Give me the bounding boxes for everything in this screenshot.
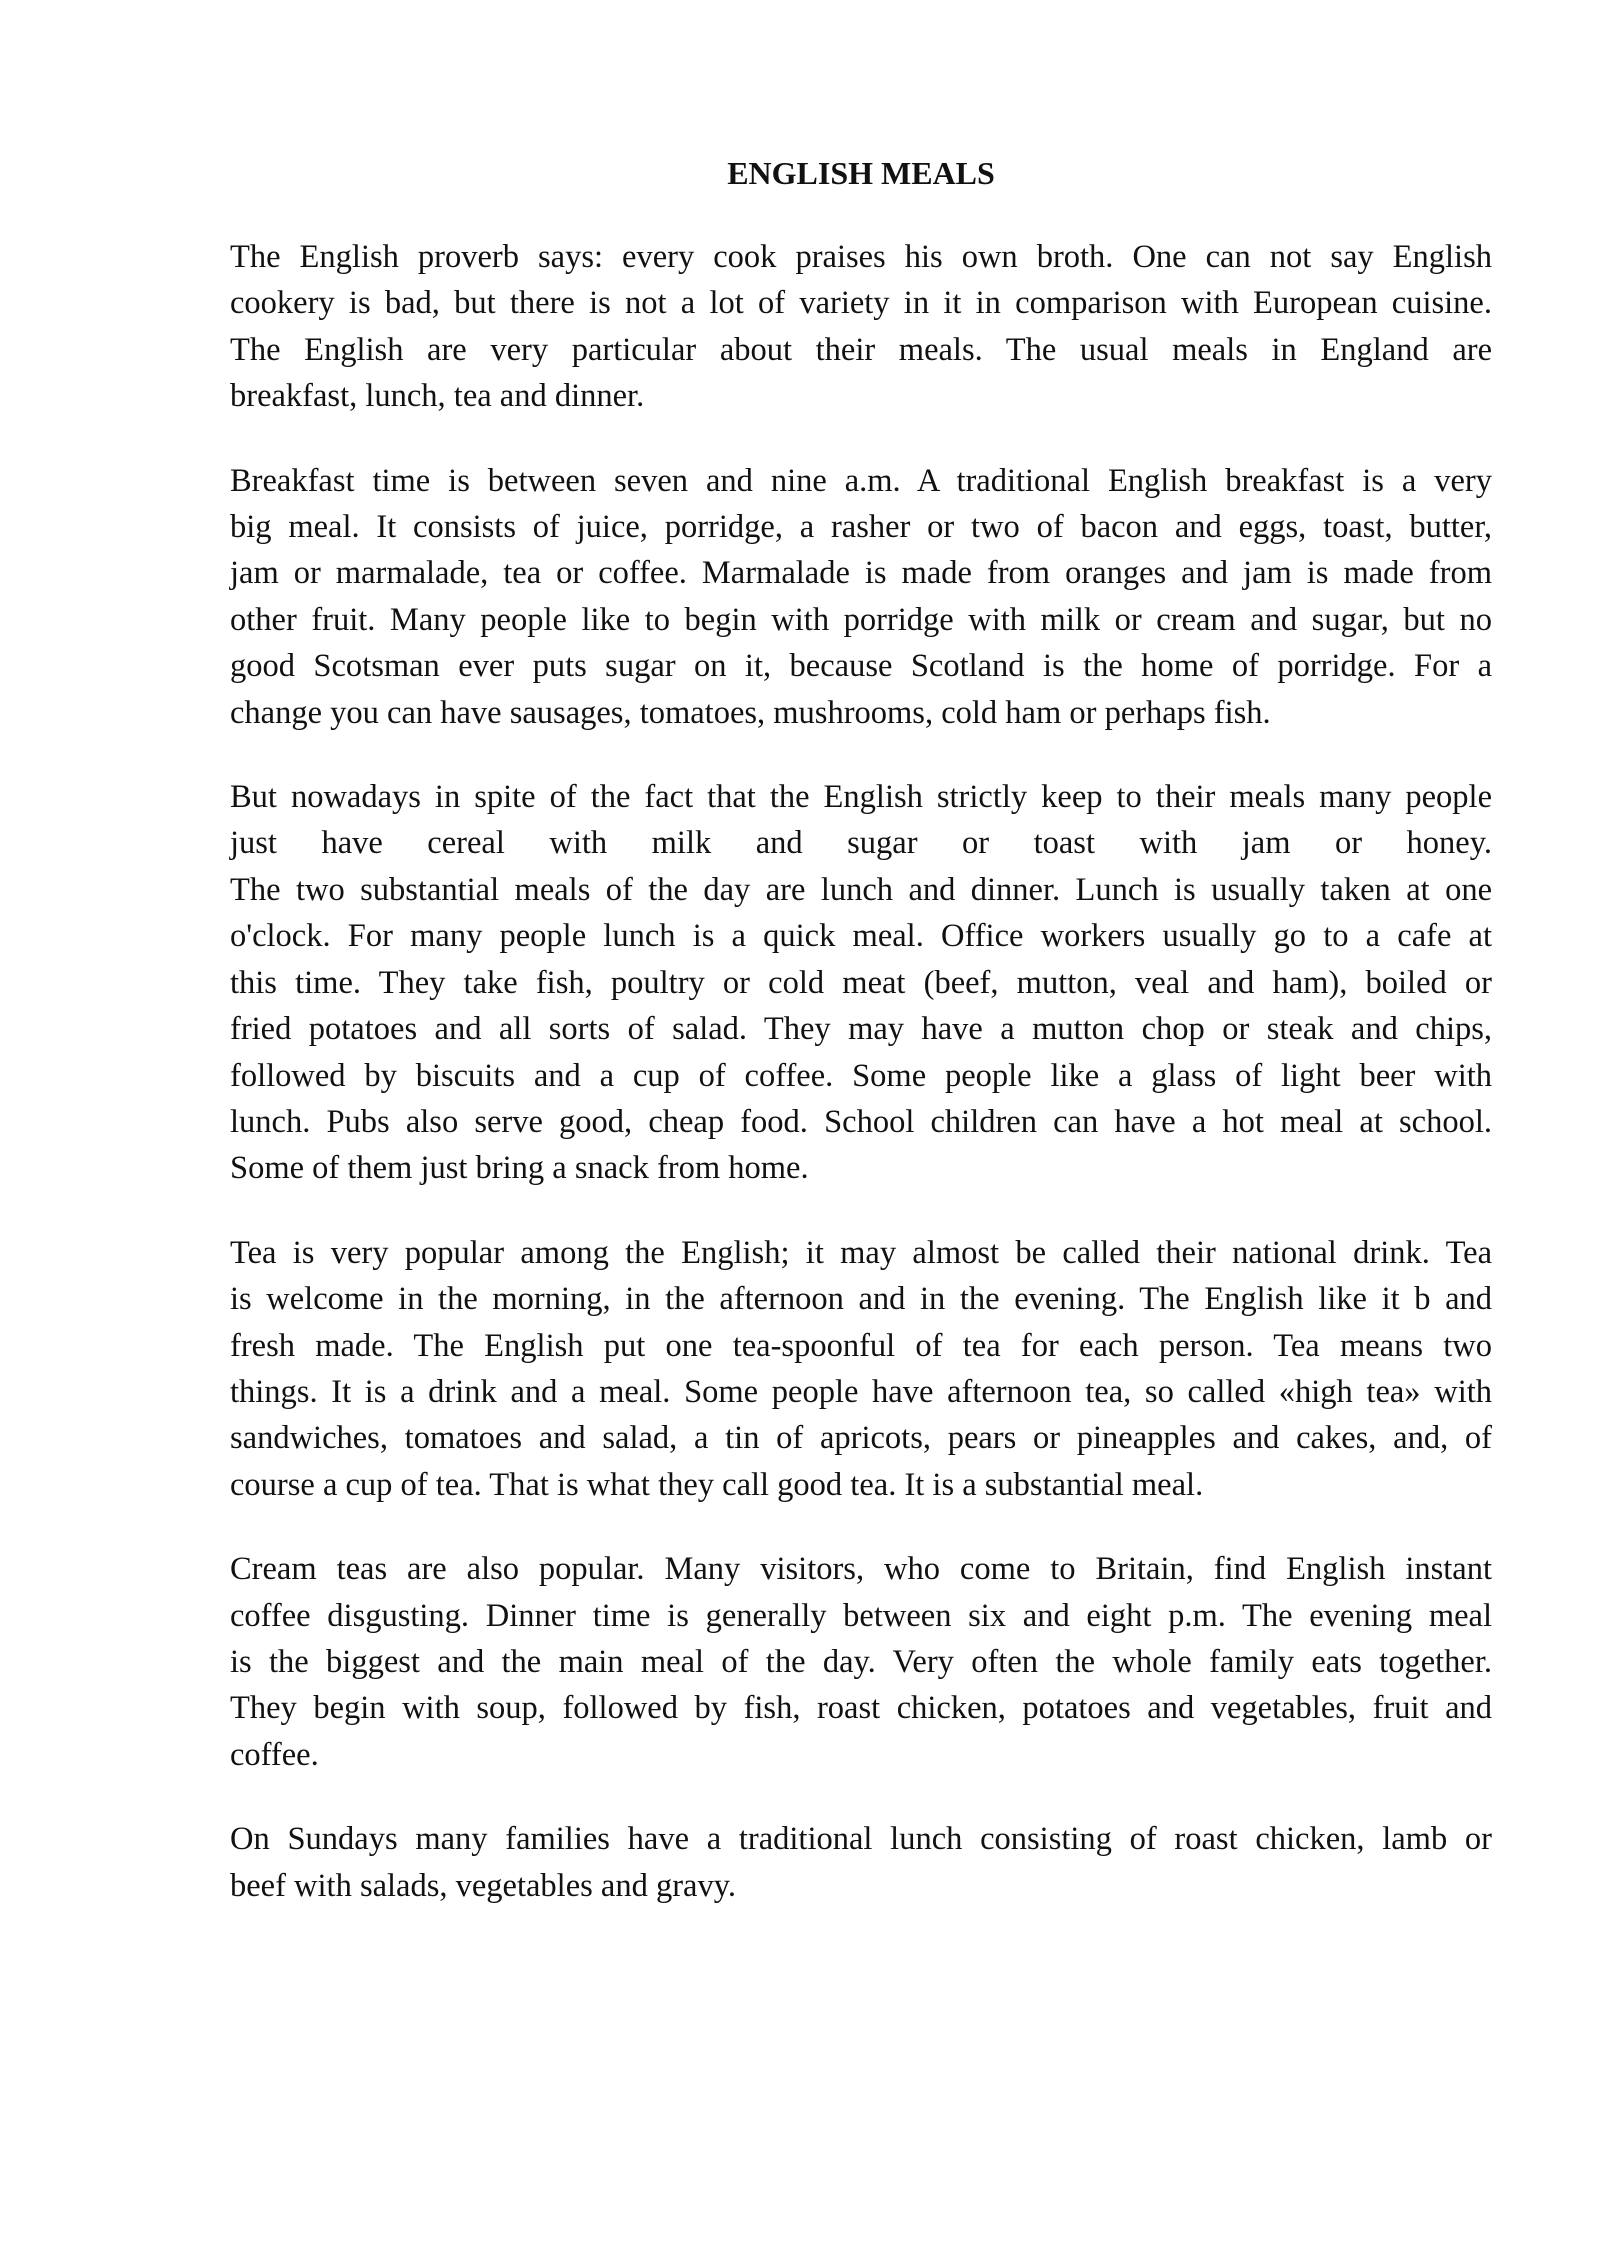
text-line: things. It is a drink and a meal. Some people have afternoon tea, so called «high tea» with xyxy=(230,1373,1492,1410)
text-line: cookery is bad, but there is not a lot of variety in it in comparison with European cuisine. xyxy=(230,285,1492,322)
text-line: good Scotsman ever puts sugar on it, because Scotland is the home of porridge. For a xyxy=(230,648,1492,685)
text-line: The English proverb says: every cook praises his own broth. One can not say English xyxy=(230,239,1492,275)
paragraph-4 xyxy=(230,1230,1492,1508)
text-line: The English are very particular about their meals. The usual meals in England are xyxy=(230,331,1492,368)
paragraph-2 xyxy=(230,458,1492,736)
text-line: other fruit. Many people like to begin with porridge with milk or cream and sugar, but no xyxy=(230,601,1492,638)
text-line: this time. They take fish, poultry or cold meat (beef, mutton, veal and ham), boiled or xyxy=(230,964,1492,1001)
text-line: course a cup of tea. That is what they call good tea. It is a substantial meal. xyxy=(230,1466,1204,1503)
text-line: is welcome in the morning, in the afternoon and in the evening. The English like it b and xyxy=(230,1281,1492,1318)
text-line: But nowadays in spite of the fact that the English strictly keep to their meals many people xyxy=(230,779,1492,816)
text-line: just have cereal with milk and sugar or toast with jam or honey. xyxy=(230,825,1492,862)
text-line: On Sundays many families have a traditional lunch consisting of roast chicken, lamb or xyxy=(230,1821,1492,1858)
text-line: coffee disgusting. Dinner time is generally between six and eight p.m. The evening meal xyxy=(230,1597,1492,1634)
text-line: Cream teas are also popular. Many visitors, who come to Britain, find English instant xyxy=(230,1551,1492,1588)
text-line: breakfast, lunch, tea and dinner. xyxy=(230,378,645,415)
paragraph-1 xyxy=(230,234,1492,420)
paragraph-6 xyxy=(230,1816,1492,1909)
text-line: Breakfast time is between seven and nine a.m. A traditional English breakfast is a very xyxy=(230,462,1492,499)
text-line: jam or marmalade, tea or coffee. Marmalade is made from oranges and jam is made from xyxy=(230,555,1492,592)
text-line: is the biggest and the main meal of the day. Very often the whole family eats together. xyxy=(230,1643,1492,1680)
text-line: Tea is very popular among the English; it may almost be called their national drink. Tea xyxy=(230,1234,1492,1271)
text-line: fresh made. The English put one tea-spoonful of tea for each person. Tea means two xyxy=(230,1327,1492,1364)
text-line: beef with salads, vegetables and gravy. xyxy=(230,1867,736,1904)
text-line: o'clock. For many people lunch is a quick meal. Office workers usually go to a cafe at xyxy=(230,918,1492,955)
text-line: lunch. Pubs also serve good, cheap food. School children can have a hot meal at school. xyxy=(230,1103,1492,1140)
paragraph-3 xyxy=(230,774,1492,1192)
document-page xyxy=(230,150,1492,1947)
text-line: followed by biscuits and a cup of coffee. Some people like a glass of light beer with xyxy=(230,1057,1492,1094)
text-line: sandwiches, tomatoes and salad, a tin of apricots, pears or pineapples and cakes, and, of xyxy=(230,1420,1492,1457)
text-line: big meal. It consists of juice, porridge, a rasher or two of bacon and eggs, toast, butter, xyxy=(230,509,1492,546)
text-line: fried potatoes and all sorts of salad. They may have a mutton chop or steak and chips, xyxy=(230,1011,1492,1048)
text-line: They begin with soup, followed by fish, roast chicken, potatoes and vegetables, fruit and xyxy=(230,1690,1492,1727)
text-line: Some of them just bring a snack from home. xyxy=(230,1150,809,1187)
text-line: change you can have sausages, tomatoes, mushrooms, cold ham or perhaps fish. xyxy=(230,694,1271,731)
paragraph-5 xyxy=(230,1546,1492,1778)
text-line: coffee. xyxy=(230,1736,319,1773)
text-line: The two substantial meals of the day are lunch and dinner. Lunch is usually taken at one xyxy=(230,871,1492,908)
document-title: ENGLISH MEALS xyxy=(727,155,995,191)
